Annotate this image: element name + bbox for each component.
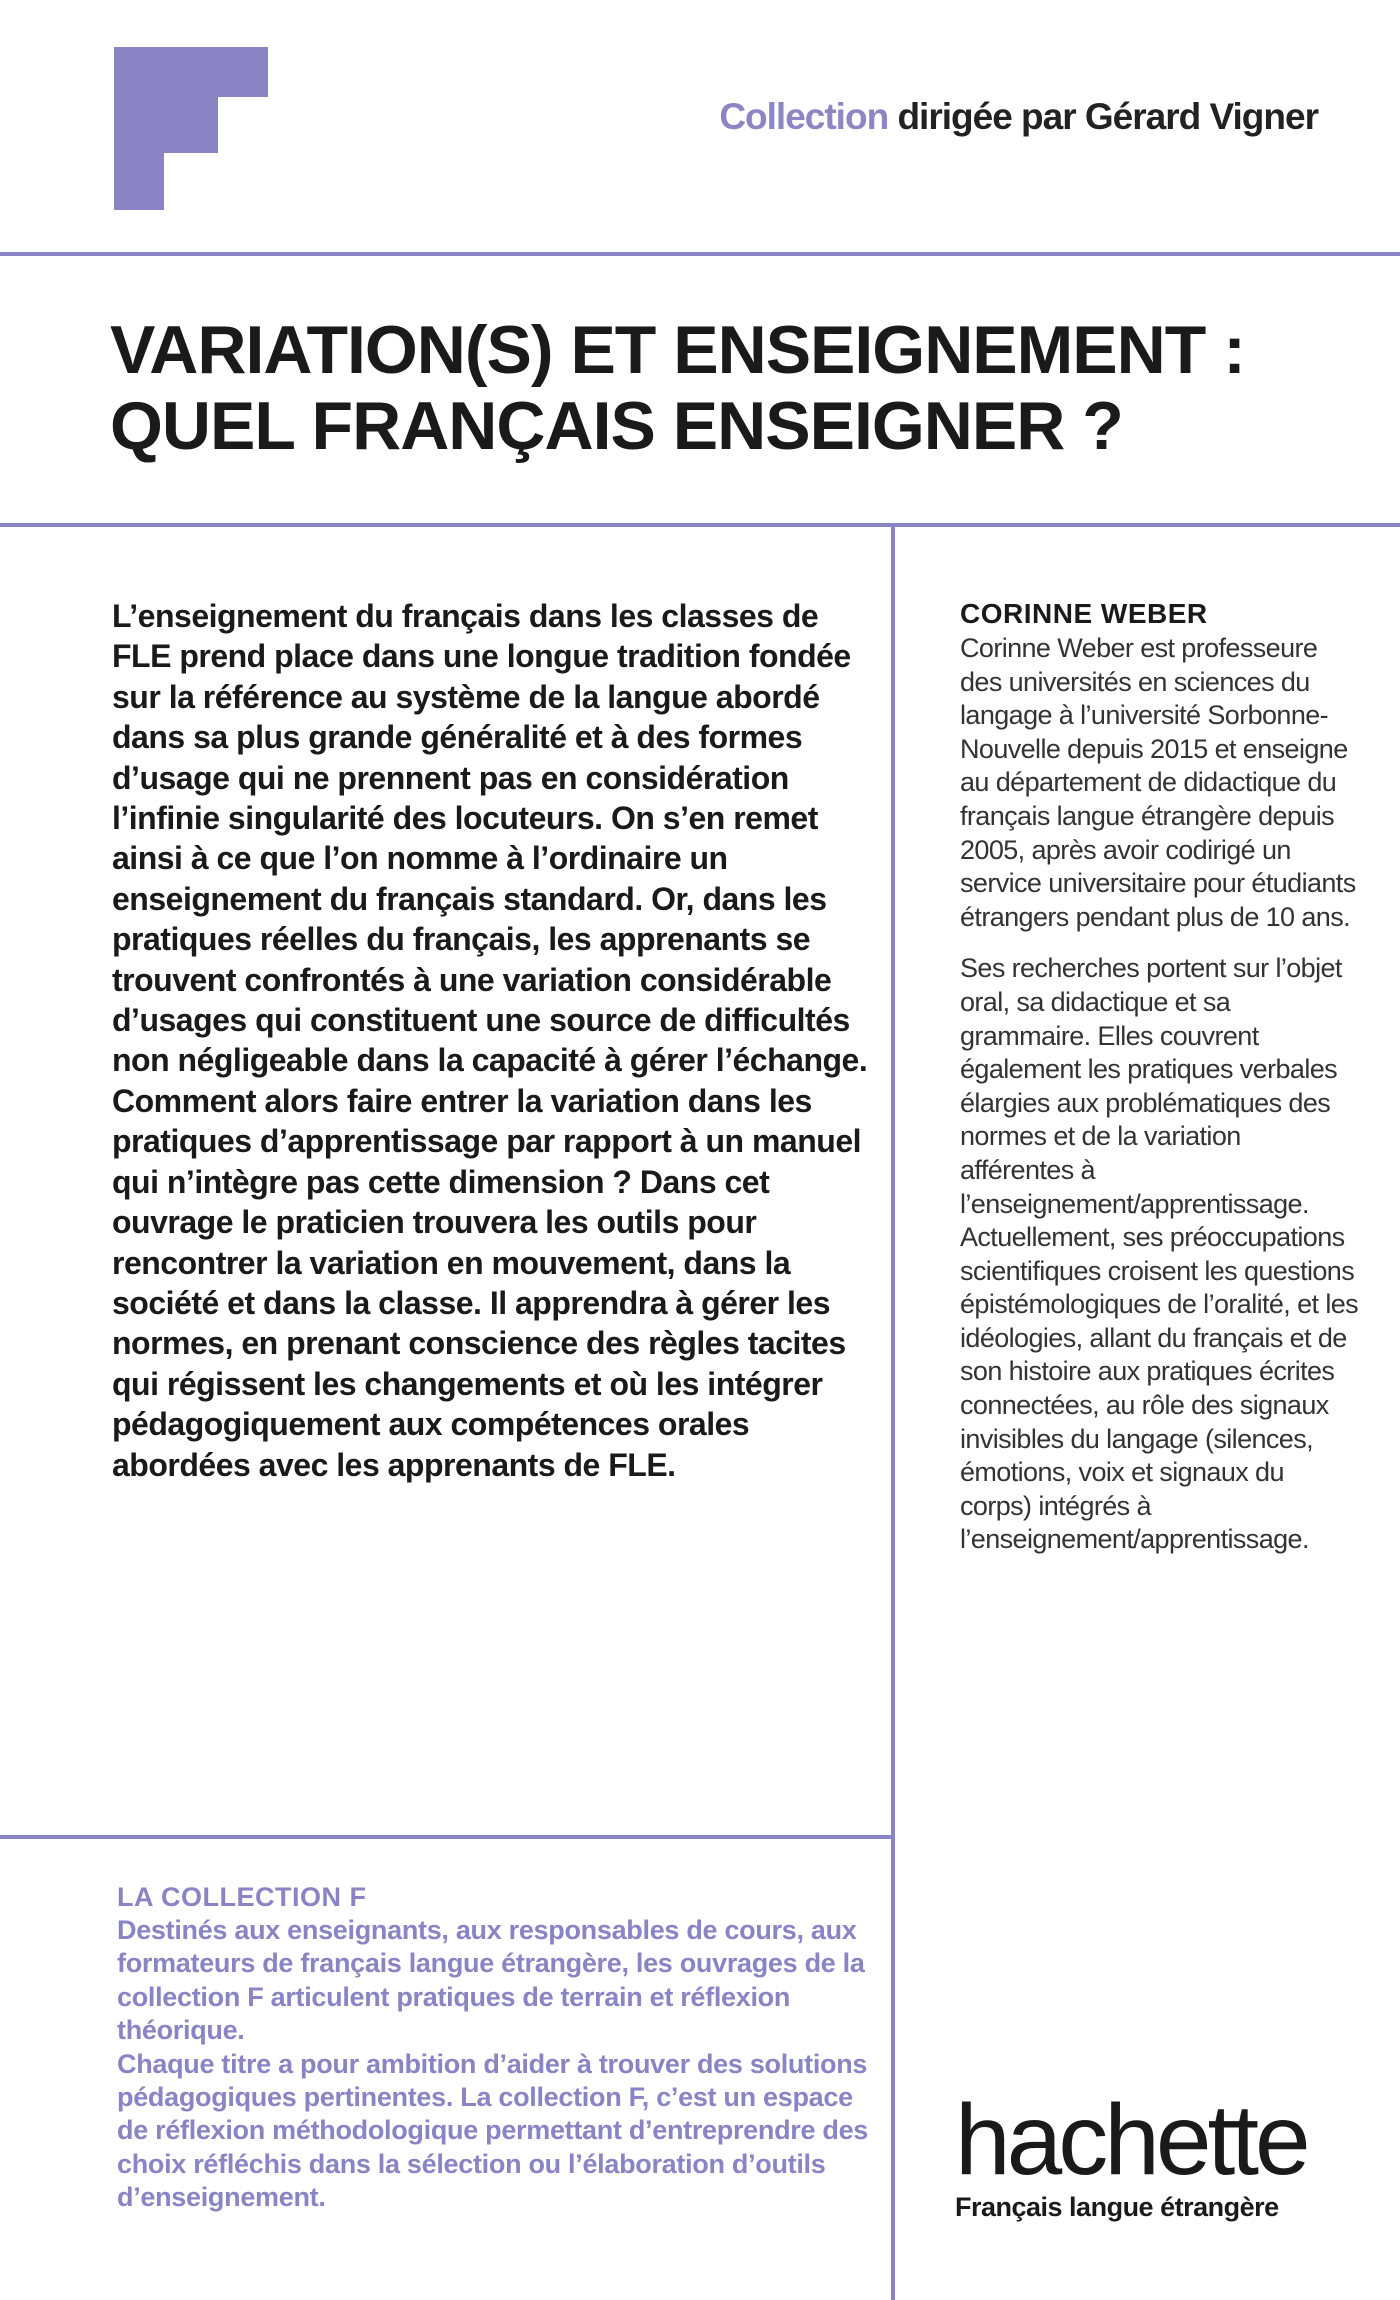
top-divider: [0, 252, 1400, 256]
collection-director: dirigée par Gérard Vigner: [888, 96, 1318, 137]
publisher-name: hachette: [955, 2084, 1307, 2196]
title-line-1: VARIATION(S) ET ENSEIGNEMENT :: [110, 312, 1245, 388]
bottom-column-divider: [891, 1835, 895, 2300]
author-bio-paragraph-2: Ses recherches portent sur l’objet oral, sa didactique et sa grammaire. Elles couvrent également les pratiques verbales élargies aux problématiques des normes et de la variation afférentes à l’enseignement/apprentissage. Actuellement, ses préoccupations scientifiques croisent les questions épistémologiques de l’oralité, et les idéologies, allant du français et de son histoire aux pratiques écrites connectées, au rôle des signaux invisibles du langage (silences, émotions, voix et signaux du corps) intégrés à l’enseignement/apprentissage.: [960, 953, 1359, 1555]
collection-f-logo: [114, 47, 268, 210]
column-divider: [891, 525, 895, 1837]
collection-paragraph-1: Destinés aux enseignants, aux responsables de cours, aux formateurs de français langue étrangère, les ouvrages de la collection F articulent pratiques de terrain et réflexion théorique.: [117, 1915, 865, 2046]
collection-title: LA COLLECTION F: [117, 1882, 367, 1912]
main-description: L’enseignement du français dans les classes de FLE prend place dans une longue tradition fondée sur la référence au système de la langue abordé dans sa plus grande généralité et à des formes d’usage qui ne prennent pas en considération l’infinie singularité des locuteurs. On s’en remet ainsi à ce que l’on nomme à l’ordinaire un enseignement du français standard. Or, dans les pratiques réelles du français, les apprenants se trouvent confrontés à une variation considérable d’usages qui constituent une source de difficultés non négligeable dans la capacité à gérer l’échange. Comment alors faire entrer la variation dans les pratiques d’apprentissage par rapport à un manuel qui n’intègre pas cette dimension ? Dans cet ouvrage le praticien trouvera les outils pour rencontrer la variation en mouvement, dans la société et dans la classe. Il apprendra à gérer les normes, en prenant conscience des règles tacites qui régissent les changements et où les intégrer pédagogiquement aux compétences orales abordées avec les apprenants de FLE.: [112, 598, 868, 1483]
bottom-divider: [0, 1835, 895, 1839]
title-line-2: QUEL FRANÇAIS ENSEIGNER ?: [110, 388, 1123, 464]
collection-paragraph-2: Chaque titre a pour ambition d’aider à trouver des solutions pédagogiques pertinentes. La collection F, c’est un espace de réflexion méthodologique permettant d’entreprendre des choix réfléchis dans la sélection ou l’élaboration d’outils d’enseignement.: [117, 2048, 869, 2213]
collection-description: [117, 1880, 877, 2215]
publisher-subtitle: Français langue étrangère: [955, 2192, 1279, 2222]
book-title: [110, 312, 1245, 464]
publisher-logo: [955, 2084, 1315, 2223]
author-name: CORINNE WEBER: [960, 598, 1208, 629]
title-divider: [0, 523, 1400, 527]
collection-word: Collection: [719, 96, 889, 137]
author-bio: [960, 596, 1360, 1557]
collection-header: [719, 96, 1318, 138]
author-bio-paragraph-1: Corinne Weber est professeure des universités en sciences du langage à l’université Sorbonne-Nouvelle depuis 2015 et enseigne au département de didactique du français langue étrangère depuis 2005, après avoir codirigé un service universitaire pour étudiants étrangers pendant plus de 10 ans.: [960, 633, 1356, 932]
